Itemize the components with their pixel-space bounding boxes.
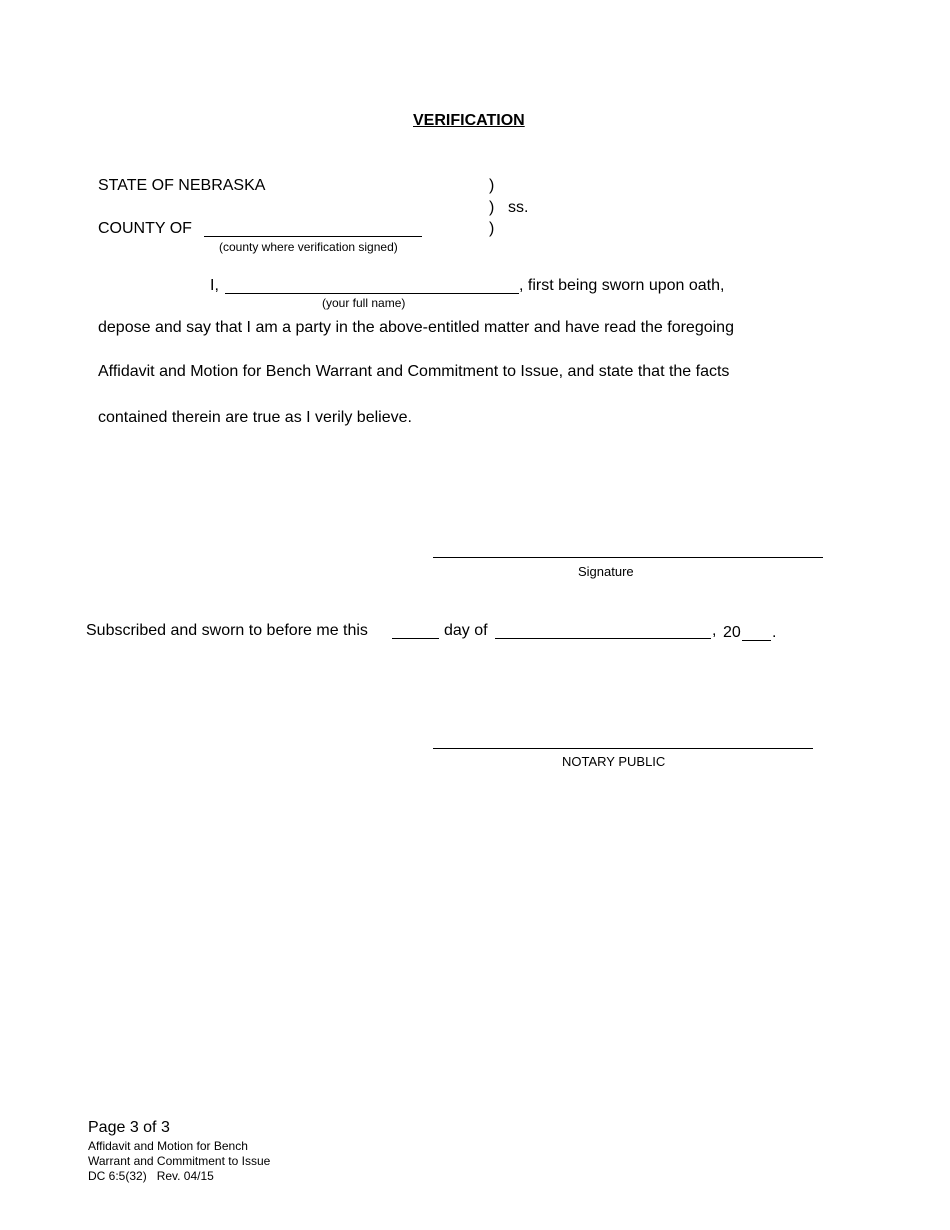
sworn-prefix: Subscribed and sworn to before me this [86, 622, 368, 639]
oath-line-3: contained therein are true as I verily believe. [98, 409, 412, 426]
venue-paren-2: ) [489, 199, 495, 216]
footer-line-1: Affidavit and Motion for Bench [88, 1139, 248, 1153]
county-label: COUNTY OF [98, 220, 192, 237]
oath-suffix: , first being sworn upon oath, [519, 277, 725, 294]
state-label: STATE OF NEBRASKA [98, 177, 266, 194]
signature-label: Signature [578, 564, 634, 579]
full-name-blank[interactable] [225, 293, 519, 294]
page-title: VERIFICATION [413, 112, 525, 129]
year-blank[interactable] [742, 640, 771, 641]
venue-paren-3: ) [489, 220, 495, 237]
oath-line-2: Affidavit and Motion for Bench Warrant and Commitment to Issue, and state that the facts [98, 363, 730, 380]
day-blank[interactable] [392, 638, 439, 639]
county-blank[interactable] [204, 236, 422, 237]
sworn-comma: , [712, 622, 717, 639]
year-prefix: 20 [723, 624, 741, 641]
signature-line[interactable] [433, 557, 823, 558]
ss-label: ss. [508, 199, 529, 216]
notary-label: NOTARY PUBLIC [562, 754, 666, 769]
footer-line-3: DC 6:5(32) Rev. 04/15 [88, 1169, 214, 1183]
footer-line-2: Warrant and Commitment to Issue [88, 1154, 271, 1168]
oath-prefix: I, [210, 277, 219, 294]
page-number: Page 3 of 3 [88, 1119, 170, 1136]
full-name-hint: (your full name) [322, 296, 406, 310]
oath-line-1: depose and say that I am a party in the above-entitled matter and have read the foregoing [98, 319, 734, 336]
venue-paren-1: ) [489, 177, 495, 194]
month-blank[interactable] [495, 638, 711, 639]
day-of-label: day of [444, 622, 488, 639]
county-hint: (county where verification signed) [219, 240, 398, 254]
sworn-period: . [772, 624, 777, 641]
notary-signature-line[interactable] [433, 748, 813, 749]
